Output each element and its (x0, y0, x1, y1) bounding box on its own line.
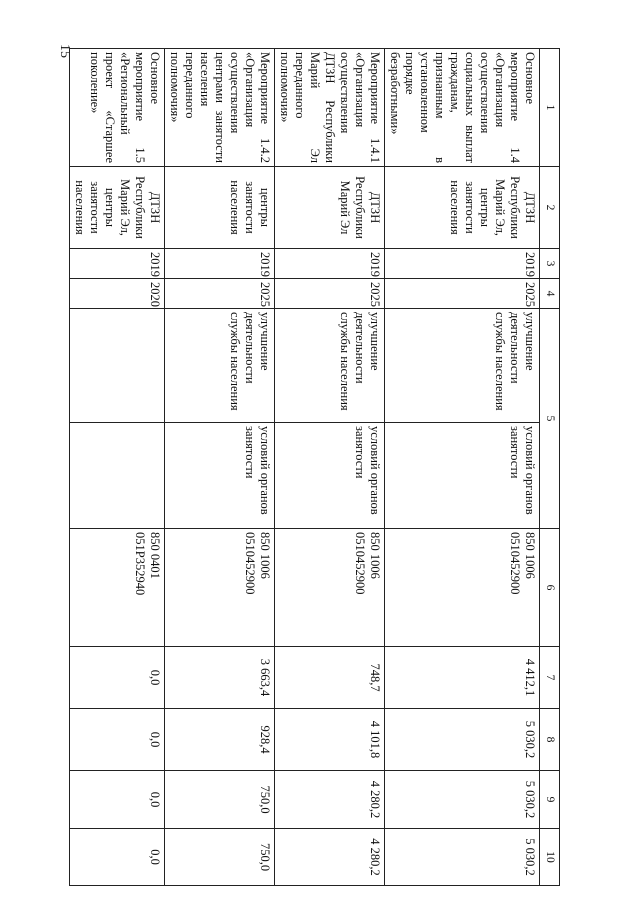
cell-code: 850 1006 0510452900 (165, 529, 275, 647)
cell-value: 0,0 (70, 829, 165, 886)
cell-executor: ДТЗН Республики Марий Эл, центры занятости населения (70, 167, 165, 249)
cell-result: улучшение деятельности службы населения (275, 309, 385, 423)
cell-result-extra: условий органов занятости (275, 423, 385, 529)
cell-start: 2019 (165, 249, 275, 279)
cell-value: 4 280,2 (275, 771, 385, 829)
table-row (165, 49, 275, 886)
cell-start: 2019 (70, 249, 165, 279)
cell-value: 4 412,1 (385, 647, 540, 709)
cell-code: 850 1006 0510452900 (385, 529, 540, 647)
cell-code: 850 1006 0510452900 (275, 529, 385, 647)
cell-end: 2025 (165, 279, 275, 309)
program-table (69, 48, 560, 886)
col-header: 7 (540, 647, 560, 709)
cell-value: 928,4 (165, 709, 275, 771)
cell-executor: ДТЗН Республики Марий Эл (275, 167, 385, 249)
table-row (70, 49, 165, 886)
cell-activity: Мероприятие 1.4.2 «Организация осуществления центрами занятости населения переданного полномочия» (165, 49, 275, 167)
cell-start: 2019 (385, 249, 540, 279)
cell-result: улучшение деятельности службы населения (385, 309, 540, 423)
cell-result: улучшение деятельности службы населения (165, 309, 275, 423)
cell-activity: Основное мероприятие 1.5 «Региональный проект «Старшее поколение» (70, 49, 165, 167)
table-row (385, 49, 540, 886)
cell-result-extra: условий органов занятости (165, 423, 275, 529)
cell-end: 2020 (70, 279, 165, 309)
cell-value: 5 030,2 (385, 771, 540, 829)
cell-value: 750,0 (165, 771, 275, 829)
cell-activity: Основное мероприятие 1.4 «Организация осуществления социальных выплат гражданам, признанным в установленном порядке безработными» (385, 49, 540, 167)
cell-activity: Мероприятие 1.4.1 «Организация осуществления ДТЗН Республики Марий Эл переданного полномочия» (275, 49, 385, 167)
rotated-table-container (73, 48, 560, 886)
col-header: 1 (540, 49, 560, 167)
cell-end: 2025 (385, 279, 540, 309)
cell-start: 2019 (275, 249, 385, 279)
cell-result-extra: условий органов занятости (385, 423, 540, 529)
col-header: 10 (540, 829, 560, 886)
cell-value: 0,0 (70, 771, 165, 829)
col-header: 2 (540, 167, 560, 249)
cell-value: 0,0 (70, 647, 165, 709)
cell-executor: центры занятости населения (165, 167, 275, 249)
cell-value: 0,0 (70, 709, 165, 771)
col-header: 3 (540, 249, 560, 279)
col-header: 4 (540, 279, 560, 309)
col-header: 8 (540, 709, 560, 771)
table-row (275, 49, 385, 886)
cell-result-extra (70, 423, 165, 529)
cell-value: 5 030,2 (385, 709, 540, 771)
cell-value: 750,0 (165, 829, 275, 886)
cell-value: 3 663,4 (165, 647, 275, 709)
col-header: 9 (540, 771, 560, 829)
page-number: 15 (57, 44, 72, 58)
cell-end: 2025 (275, 279, 385, 309)
cell-value: 5 030,2 (385, 829, 540, 886)
cell-executor: ДТЗН Республики Марий Эл, центры занятости населения (385, 167, 540, 249)
cell-result (70, 309, 165, 423)
cell-value: 4 101,8 (275, 709, 385, 771)
col-header: 6 (540, 529, 560, 647)
cell-value: 748,7 (275, 647, 385, 709)
col-header: 5 (540, 309, 560, 529)
cell-value: 4 280,2 (275, 829, 385, 886)
header-row (540, 49, 560, 886)
cell-code: 850 0401 051P352940 (70, 529, 165, 647)
